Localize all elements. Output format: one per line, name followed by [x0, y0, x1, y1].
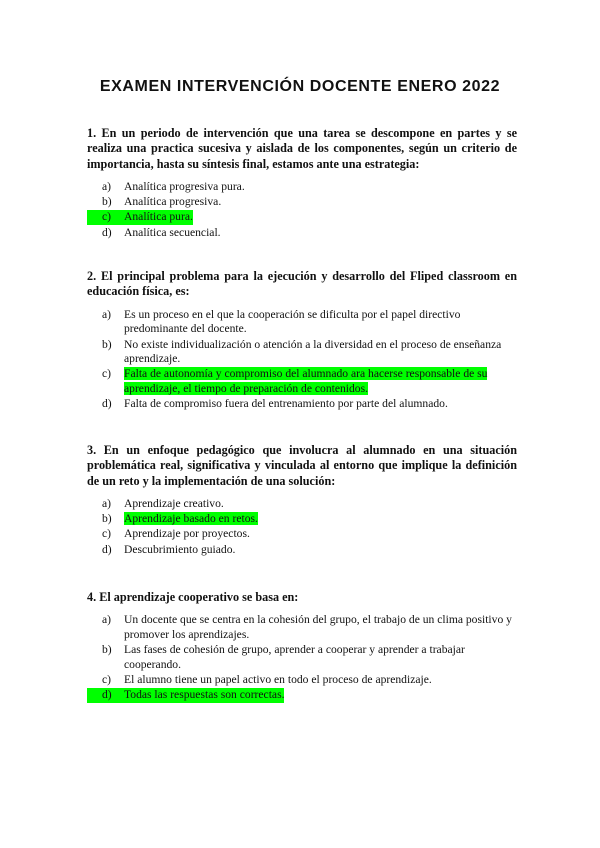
option-label: Aprendizaje por proyectos. — [124, 527, 250, 541]
option-letter: a) — [102, 613, 112, 627]
option-c — [87, 527, 517, 542]
option-letter: c) — [102, 367, 112, 381]
option-a — [87, 180, 517, 195]
options-list — [87, 308, 517, 412]
option-d — [87, 543, 517, 558]
option-label: Falta de autonomía y compromiso del alumnado ara hacerse responsable de su aprendizaje, el tiempo de preparación de contenidos. — [124, 367, 488, 396]
option-letter: b) — [102, 512, 112, 526]
option-letter: d) — [102, 688, 112, 702]
option-letter: a) — [102, 307, 112, 321]
option-b-correct — [87, 512, 517, 527]
options-list — [87, 180, 517, 240]
option-letter: d) — [102, 225, 112, 239]
option-label: Falta de compromiso fuera del entrenamiento por parte del alumnado. — [124, 397, 448, 411]
option-a — [87, 497, 517, 512]
option-b — [87, 195, 517, 210]
options-list — [87, 497, 517, 557]
option-letter: d) — [102, 542, 112, 556]
option-letter: b) — [102, 337, 112, 351]
option-d-correct — [87, 688, 517, 703]
question-2 — [87, 269, 517, 413]
option-c — [87, 673, 517, 688]
option-label: Descubrimiento guiado. — [124, 542, 236, 556]
option-letter: c) — [102, 210, 112, 224]
option-d — [87, 397, 517, 412]
option-label: Todas las respuestas son correctas. — [124, 688, 285, 702]
option-a — [87, 308, 517, 337]
option-c-correct — [87, 367, 517, 396]
option-letter: b) — [102, 643, 112, 657]
question-1 — [87, 126, 517, 241]
page-title: EXAMEN INTERVENCIÓN DOCENTE ENERO 2022 — [99, 78, 501, 95]
option-letter: b) — [102, 195, 112, 209]
option-label: Es un proceso en el que la cooperación se dificulta por el papel directivo predominante del docente. — [124, 307, 461, 336]
option-letter: a) — [102, 179, 112, 193]
question-text: 1. En un periodo de intervención que una tarea se descompone en partes y se realiza una practica sucesiva y aislada de los componentes, según un criterio de importancia, hasta su síntesis final, estamos ante una estrategia: — [87, 126, 517, 171]
option-letter: c) — [102, 527, 112, 541]
option-label: Las fases de cohesión de grupo, aprender a cooperar y aprender a trabajar cooperando. — [124, 643, 465, 671]
option-a — [87, 613, 517, 642]
question-4 — [87, 590, 517, 704]
option-letter: a) — [102, 496, 112, 510]
option-label: El alumno tiene un papel activo en todo el proceso de aprendizaje. — [124, 673, 432, 687]
option-label: Analítica progresiva pura. — [124, 179, 245, 193]
option-letter: c) — [102, 673, 112, 687]
question-text: 3. En un enfoque pedagógico que involucra al alumnado en una situación problemática real, significativa y vinculada al entorno que implique la definición de un reto y la implementación de una solución: — [87, 443, 517, 488]
question-text: 2. El principal problema para la ejecución y desarrollo del Fliped classroom en educación física, es: — [87, 269, 517, 299]
option-c-correct — [87, 210, 517, 225]
option-label: Un docente que se centra en la cohesión del grupo, el trabajo de un clima positivo y promover los aprendizajes. — [124, 613, 512, 641]
question-3 — [87, 443, 517, 558]
option-b — [87, 643, 517, 672]
option-label: Aprendizaje creativo. — [124, 496, 224, 510]
option-b — [87, 338, 517, 367]
option-label: Analítica pura. — [124, 210, 193, 224]
options-list — [87, 613, 517, 703]
option-d — [87, 226, 517, 241]
option-letter: d) — [102, 397, 112, 411]
option-label: No existe individualización o atención a la diversidad en el proceso de enseñanza aprendizaje. — [124, 337, 502, 366]
option-label: Aprendizaje basado en retos. — [124, 512, 258, 526]
option-label: Analítica progresiva. — [124, 195, 222, 209]
question-text: 4. El aprendizaje cooperativo se basa en: — [87, 590, 299, 604]
option-label: Analítica secuencial. — [124, 225, 221, 239]
